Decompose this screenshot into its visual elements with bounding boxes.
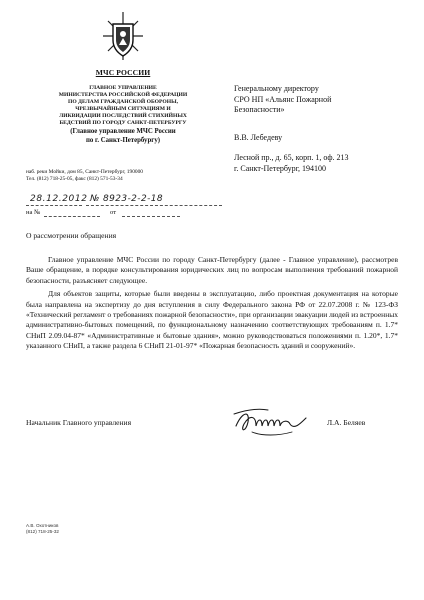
date-underline [26,205,82,206]
addressee-city: г. Санкт-Петербург, 194100 [234,163,327,173]
body-paragraph: Для объектов защиты, которые были введены в эксплуатацию, либо проектная документация на которые была направлена на экспертизу до дня вступления в силу Федерального закона РФ от 22.07.2008 г. № 123-ФЗ «Технический регламент о требованиях пожарной безопасности», при организации эвакуации людей из встроенных административно-бытовых помещений, по функциональному назначению соответствующих требованиям п. 1.7* СНиП 2.09.04-87* «Административные и бытовые здания», можно руководствоваться положениями п. 1.20*, 1.7* указанного СНиП, а также раздела 6 СНиП 21-01-97* «Пожарная безопасность зданий и сооружений». [26,289,398,351]
executor-info [26,523,59,535]
letterhead-address [26,169,226,183]
executor-name: А.В. Охотников [26,523,59,528]
addressee-block [234,84,404,174]
body-paragraph: Главное управление МЧС России по городу Санкт-Петербургу (далее - Главное управление), рассмотрев Ваше обращение, в порядке консультирования юридических лиц по вопросам выполнения требований пожарной безопасности, разъясняет следующее. [26,255,398,285]
short-name-line: по г. Санкт-Петербургу) [86,136,160,144]
reference-row [26,209,40,216]
emchs-emblem-icon [101,10,145,62]
handwritten-signature [232,402,310,442]
number-underline [86,205,222,206]
outgoing-date: 28.12.2012 [30,194,88,204]
department-line: БЕДСТВИЙ ПО ГОРОДУ САНКТ-ПЕТЕРБУРГУ [59,120,187,126]
phone-line: Тел. (812) 718-25-05, факс (812) 571-53-34 [26,176,123,182]
department-line: ЧРЕЗВЫЧАЙНЫМ СИТУАЦИЯМ И [75,106,171,112]
department-line: МИНИСТЕРСТВА РОССИЙСКОЙ ФЕДЕРАЦИИ [58,92,188,98]
addressee-name: В.В. Лебедеву [234,132,283,142]
signatory-title: Начальник Главного управления [26,418,132,427]
addressee-organization-cont: Безопасности» [234,105,285,114]
letterhead [28,10,218,145]
ot-label: от [110,209,117,216]
ministry-name: МЧС РОССИИ [95,68,151,77]
na-label: на № [26,209,41,216]
department-line: ГЛАВНОЕ УПРАВЛЕНИЕ [89,85,157,91]
address-line: наб. реки Мойки, дом 85, Санкт-Петербург, 190000 [26,169,143,175]
outgoing-number: № 8923-2-2-18 [90,194,163,204]
department-short-name [28,128,218,145]
letter-subject: О рассмотрении обращения [26,231,117,240]
short-name-line: (Главное управление МЧС России [70,128,176,135]
ot-row [110,209,116,216]
addressee-organization: СРО НП «Альянс Пожарной [234,94,332,104]
department-line: ПО ДЕЛАМ ГРАЖДАНСКОЙ ОБОРОНЫ, [68,99,178,105]
addressee-position: Генеральному директору [234,84,319,93]
signatory-name: Л.А. Беляев [327,418,366,427]
reference-number-underline [44,216,100,217]
addressee-address: Лесной пр., д. 65, корп. 1, оф. 213 [234,153,349,162]
reference-date-underline [122,216,180,217]
department-line: ЛИКВИДАЦИИ ПОСЛЕДСТВИЙ СТИХИЙНЫХ [59,113,187,119]
department-full-name [28,85,218,127]
letter-body [26,255,398,355]
executor-phone: (812) 718-25-32 [26,529,59,534]
